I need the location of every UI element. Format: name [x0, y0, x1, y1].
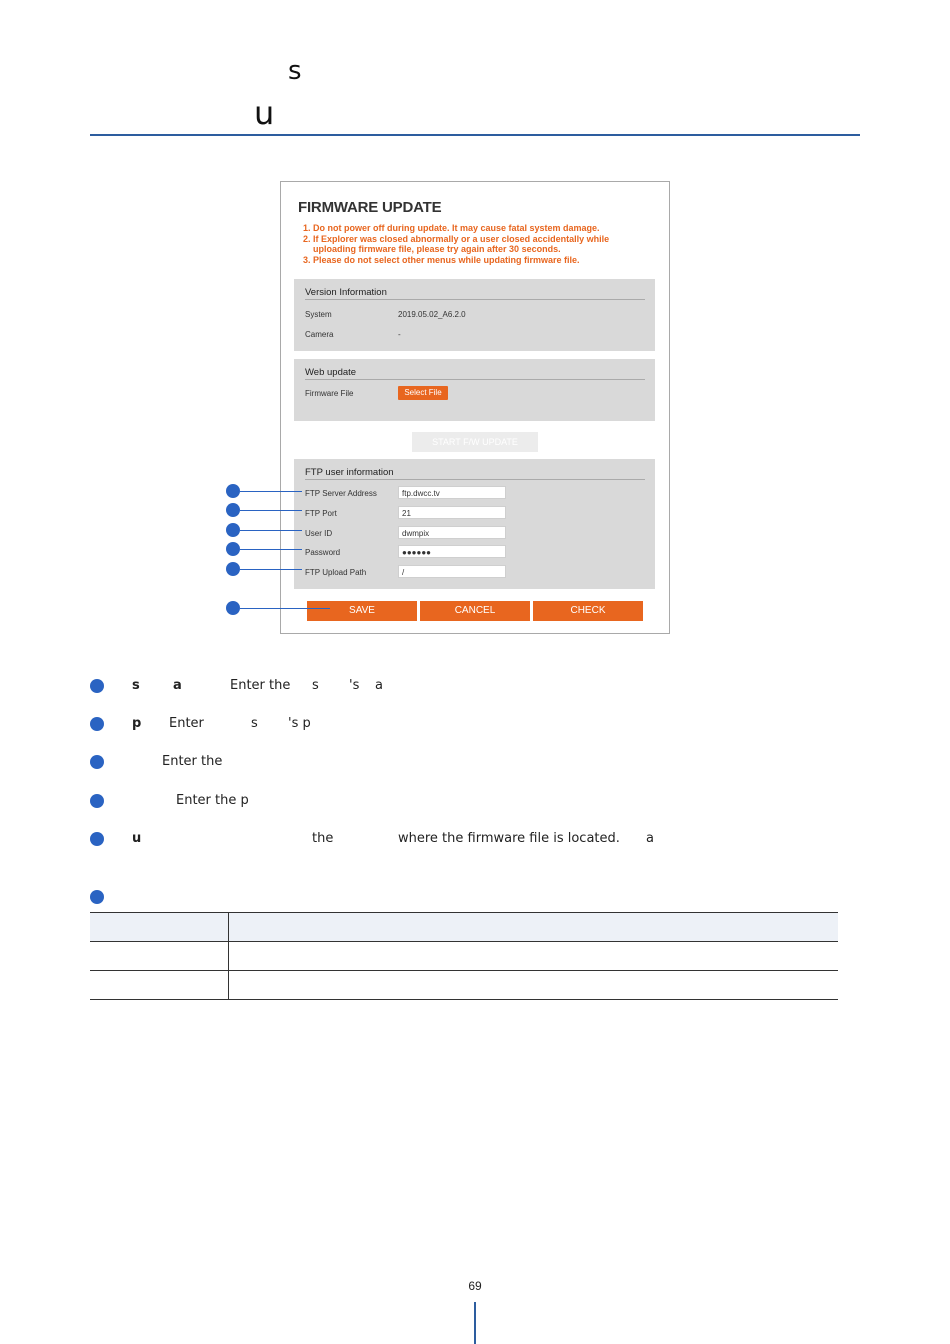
- description-marker: [90, 890, 104, 904]
- description-marker: [90, 717, 104, 731]
- save-button[interactable]: SAVE: [307, 601, 417, 621]
- warning-item: 2. If Explorer was closed abnormally or a user closed accidentally while uploading firmware file, please try again after 30 seconds.: [313, 234, 653, 255]
- table-cell: [90, 971, 229, 1000]
- camera-value: -: [398, 330, 401, 339]
- callout-line: [240, 510, 302, 511]
- description-fragment: the: [312, 831, 334, 846]
- footer-rule: [474, 1302, 476, 1344]
- system-label: System: [305, 310, 332, 319]
- description-line-5: u: [132, 831, 142, 846]
- table-row: [90, 942, 838, 971]
- check-button[interactable]: CHECK: [533, 601, 643, 621]
- callout-marker: [226, 601, 240, 615]
- version-info-section: [294, 279, 655, 351]
- user-id-label: User ID: [305, 529, 333, 538]
- table-row: [90, 971, 838, 1000]
- section-heading-1: s: [288, 56, 302, 86]
- system-value: 2019.05.02_A6.2.0: [398, 310, 466, 319]
- firmware-update-screenshot: [280, 181, 670, 634]
- ftp-server-input[interactable]: ftp.dwcc.tv: [398, 486, 506, 499]
- password-input[interactable]: ●●●●●●: [398, 545, 506, 558]
- firmware-title: FIRMWARE UPDATE: [298, 199, 442, 216]
- ftp-upload-path-label: FTP Upload Path: [305, 568, 367, 577]
- description-line-3: Enter the: [162, 754, 223, 769]
- table-cell: [229, 942, 839, 971]
- web-update-title: Web update: [305, 367, 645, 380]
- callout-line: [240, 569, 302, 570]
- user-id-input[interactable]: dwmpix: [398, 526, 506, 539]
- ftp-server-label: FTP Server Address: [305, 489, 377, 498]
- description-marker: [90, 832, 104, 846]
- password-label: Password: [305, 548, 341, 557]
- description-fragment: a: [173, 678, 182, 693]
- warning-item: 3. Please do not select other menus while updating firmware file.: [313, 255, 653, 266]
- table-cell: [90, 942, 229, 971]
- web-update-section: [294, 359, 655, 421]
- description-line-2: p: [132, 716, 142, 731]
- callout-line: [240, 549, 302, 550]
- section-heading-2: u: [254, 94, 275, 132]
- ftp-info-title: FTP user information: [305, 467, 645, 480]
- table-cell: [229, 913, 839, 942]
- callout-marker: [226, 523, 240, 537]
- camera-label: Camera: [305, 330, 334, 339]
- callout-marker: [226, 542, 240, 556]
- header-rule: [90, 134, 860, 136]
- description-fragment: s: [251, 716, 258, 731]
- table-row: [90, 913, 838, 942]
- info-table: [90, 912, 838, 1000]
- description-fragment: a: [646, 831, 654, 846]
- description-fragment: Enter the: [230, 678, 291, 693]
- table-cell: [229, 971, 839, 1000]
- firmware-file-label: Firmware File: [305, 389, 354, 398]
- warning-item: 1. Do not power off during update. It may cause fatal system damage.: [313, 223, 653, 234]
- description-fragment: Enter: [169, 716, 204, 731]
- callout-line: [240, 530, 302, 531]
- description-fragment: where the firmware file is located.: [398, 831, 620, 846]
- description-line-1: s: [132, 678, 140, 693]
- description-marker: [90, 679, 104, 693]
- description-line-4: Enter the p: [176, 793, 249, 808]
- description-marker: [90, 794, 104, 808]
- warning-list: [301, 223, 653, 265]
- callout-line: [240, 608, 330, 609]
- table-cell: [90, 913, 229, 942]
- ftp-port-label: FTP Port: [305, 509, 337, 518]
- description-fragment: s: [312, 678, 319, 693]
- callout-marker: [226, 503, 240, 517]
- callout-marker: [226, 562, 240, 576]
- page-number: 69: [468, 1279, 482, 1293]
- callout-line: [240, 491, 302, 492]
- ftp-port-input[interactable]: 21: [398, 506, 506, 519]
- ftp-upload-path-input[interactable]: /: [398, 565, 506, 578]
- description-marker: [90, 755, 104, 769]
- description-fragment: a: [375, 678, 383, 693]
- callout-marker: [226, 484, 240, 498]
- cancel-button[interactable]: CANCEL: [420, 601, 530, 621]
- ftp-info-section: [294, 459, 655, 589]
- description-fragment: 's: [349, 678, 360, 693]
- description-fragment: 's p: [288, 716, 311, 731]
- version-info-title: Version Information: [305, 287, 645, 300]
- start-fw-update-button[interactable]: START F/W UPDATE: [412, 432, 538, 452]
- select-file-button[interactable]: Select File: [398, 386, 448, 400]
